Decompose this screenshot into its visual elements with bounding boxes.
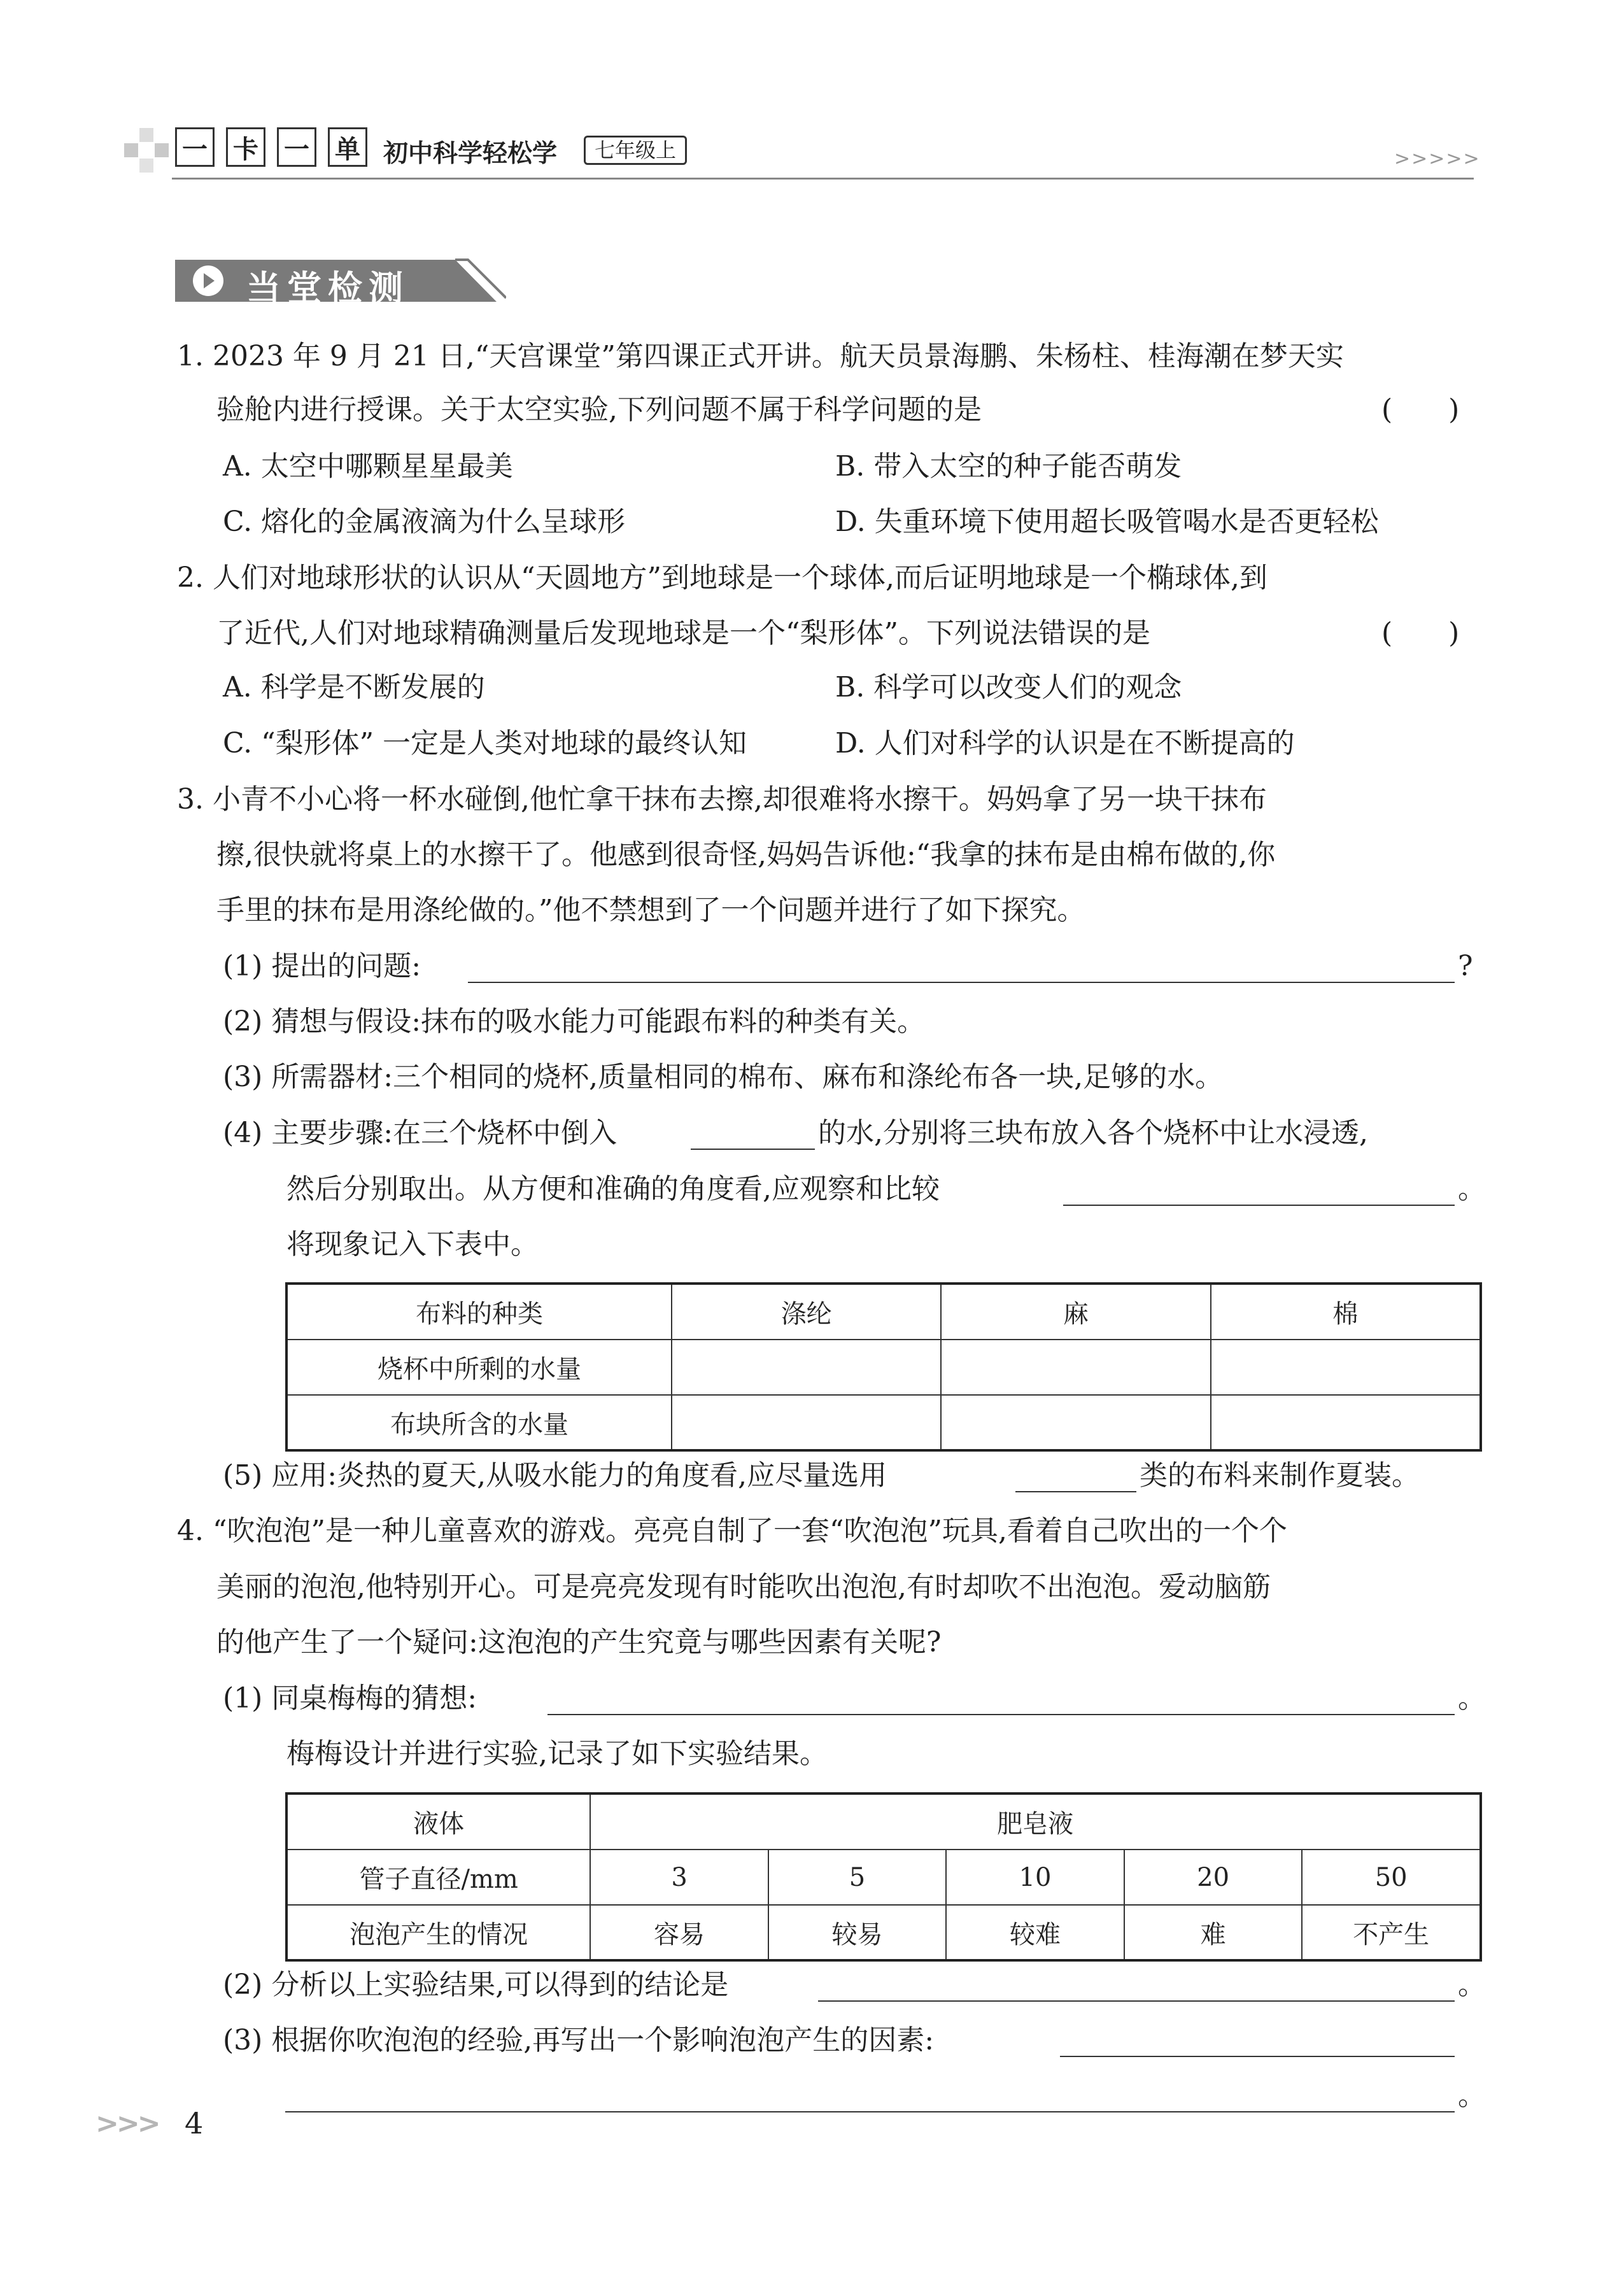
q3-table-cell[interactable] (672, 1340, 941, 1395)
grade-badge: 七年级上 (584, 136, 687, 165)
q4-table-diameter: 5 (768, 1850, 946, 1905)
q3-part3: (3) 所需器材:三个相同的烧杯,质量相同的棉布、麻布和涤纶布各一块,足够的水。 (223, 1061, 1224, 1093)
q3-part1-end: ? (1458, 950, 1473, 982)
q4-part1: (1) 同桌梅梅的猜想: (223, 1682, 477, 1715)
q4-stem-line1: 4. “吹泡泡”是一种儿童喜欢的游戏。亮亮自制了一套“吹泡泡”玩具,看着自己吹出的一个个 (177, 1515, 1287, 1547)
q4-table-result: 较易 (768, 1905, 946, 1960)
q3-table-cell[interactable] (1211, 1340, 1481, 1395)
q4-table-result: 不产生 (1302, 1905, 1481, 1960)
q3-table-header-type: 布料的种类 (286, 1284, 672, 1340)
q4-table-result: 容易 (590, 1905, 768, 1960)
q1-answer-paren[interactable]: ( ) (1381, 393, 1460, 426)
q4-part3-end: 。 (1458, 2079, 1486, 2112)
q3-table-row-contained: 布块所含的水量 (286, 1395, 672, 1450)
q3-part2: (2) 猜想与假设:抹布的吸水能力可能跟布料的种类有关。 (223, 1005, 926, 1038)
q2-option-d: D. 人们对科学的认识是在不断提高的 (835, 727, 1295, 760)
q4-part1-blank[interactable] (547, 1714, 1455, 1715)
q3-table-row-remaining: 烧杯中所剩的水量 (286, 1340, 672, 1395)
q4-bubble-table (285, 1792, 1482, 1962)
q4-part3-blank2[interactable] (285, 2111, 1455, 2112)
q4-part2-end: 。 (1458, 1969, 1486, 2001)
q1-option-c: C. 熔化的金属液滴为什么呈球形 (223, 506, 626, 538)
q1-option-d: D. 失重环境下使用超长吸管喝水是否更轻松 (835, 506, 1379, 538)
q4-table-liquid-value: 肥皂液 (590, 1793, 1481, 1850)
q4-part2: (2) 分析以上实验结果,可以得到的结论是 (223, 1969, 729, 2001)
q2-stem-line2: 了近代,人们对地球精确测量后发现地球是一个“梨形体”。下列说法错误的是 (216, 617, 1150, 649)
q4-part3-blank1[interactable] (1060, 2056, 1455, 2057)
q3-table-header-polyester: 涤纶 (672, 1284, 941, 1340)
page-number: 4 (185, 2106, 204, 2140)
footer-arrows: >>> (95, 2107, 159, 2140)
q3-stem-line3: 手里的抹布是用涤纶做的。”他不禁想到了一个问题并进行了如下探究。 (216, 894, 1085, 926)
q4-table-diameter: 20 (1124, 1850, 1303, 1905)
q3-table-cell[interactable] (1211, 1395, 1481, 1450)
q4-table-diameter: 3 (590, 1850, 768, 1905)
q3-part4-d: 将现象记入下表中。 (286, 1228, 539, 1261)
q4-table-liquid-label: 液体 (286, 1793, 590, 1850)
q3-table-header-cotton: 棉 (1211, 1284, 1481, 1340)
q4-part3: (3) 根据你吹泡泡的经验,再写出一个影响泡泡产生的因素: (223, 2024, 935, 2056)
q3-table-header-linen: 麻 (941, 1284, 1210, 1340)
q1-stem-line2: 验舱内进行授课。关于太空实验,下列问题不属于科学问题的是 (216, 393, 982, 426)
q3-table-cell[interactable] (941, 1395, 1210, 1450)
q4-part1-b: 梅梅设计并进行实验,记录了如下实验结果。 (286, 1737, 828, 1770)
q4-stem-line2: 美丽的泡泡,他特别开心。可是亮亮发现有时能吹出泡泡,有时却吹不出泡泡。爱动脑筋 (216, 1571, 1271, 1603)
q3-part4-blank2[interactable] (1063, 1205, 1455, 1206)
q3-part4-b: 的水,分别将三块布放入各个烧杯中让水浸透, (818, 1117, 1368, 1149)
q4-part2-blank[interactable] (818, 2000, 1455, 2002)
q3-part4-c-end: 。 (1458, 1173, 1486, 1205)
q3-table-cell[interactable] (672, 1395, 941, 1450)
q2-option-c: C. “梨形体” 一定是人类对地球的最终认知 (223, 727, 747, 760)
q1-stem-line1: 1. 2023 年 9 月 21 日,“天宫课堂”第四课正式开讲。航天员景海鹏、朱杨柱、桂海潮在梦天实 (177, 340, 1344, 372)
q3-part4-blank1[interactable] (691, 1149, 815, 1150)
series-char-3: 一 (277, 127, 316, 167)
q2-answer-paren[interactable]: ( ) (1381, 617, 1460, 649)
q4-table-result: 难 (1124, 1905, 1303, 1960)
q4-part1-end: 。 (1458, 1682, 1486, 1715)
q3-stem-line1: 3. 小青不小心将一杯水碰倒,他忙拿干抹布去擦,却很难将水擦干。妈妈拿了另一块干抹布 (177, 783, 1267, 816)
q3-part5-b: 类的布料来制作夏装。 (1140, 1459, 1420, 1492)
header-arrows: >>>>> (1394, 148, 1481, 170)
q2-option-a: A. 科学是不断发展的 (223, 671, 485, 704)
series-char-2: 卡 (226, 127, 265, 167)
q2-option-b: B. 科学可以改变人们的观念 (835, 671, 1182, 704)
section-title: 当堂检测 (246, 268, 409, 308)
header-rule (172, 178, 1474, 180)
q3-fabric-table (285, 1282, 1482, 1452)
q4-table-result: 较难 (946, 1905, 1124, 1960)
q3-part4-a: (4) 主要步骤:在三个烧杯中倒入 (223, 1117, 618, 1149)
q3-stem-line2: 擦,很快就将桌上的水擦干了。他感到很奇怪,妈妈告诉他:“我拿的抹布是由棉布做的,你 (216, 838, 1276, 871)
q4-stem-line3: 的他产生了一个疑问:这泡泡的产生究竟与哪些因素有关呢? (216, 1626, 942, 1659)
q3-part5-a: (5) 应用:炎热的夏天,从吸水能力的角度看,应尽量选用 (223, 1459, 887, 1492)
q3-part1: (1) 提出的问题: (223, 950, 421, 982)
q4-table-result-label: 泡泡产生的情况 (286, 1905, 590, 1960)
book-title: 初中科学轻松学 (383, 139, 558, 168)
q3-part1-blank[interactable] (468, 982, 1455, 983)
q3-part4-c: 然后分别取出。从方便和准确的角度看,应观察和比较 (286, 1173, 940, 1205)
q4-table-diameter-label: 管子直径/mm (286, 1850, 590, 1905)
q1-option-a: A. 太空中哪颗星星最美 (223, 450, 513, 483)
q4-table-diameter: 10 (946, 1850, 1124, 1905)
q4-table-diameter: 50 (1302, 1850, 1481, 1905)
series-char-1: 一 (175, 127, 215, 167)
q1-option-b: B. 带入太空的种子能否萌发 (835, 450, 1182, 483)
q3-part5-blank[interactable] (1015, 1491, 1136, 1492)
q3-table-cell[interactable] (941, 1340, 1210, 1395)
series-char-4: 单 (328, 127, 367, 167)
q2-stem-line1: 2. 人们对地球形状的认识从“天圆地方”到地球是一个球体,而后证明地球是一个椭球体,到 (177, 562, 1267, 594)
